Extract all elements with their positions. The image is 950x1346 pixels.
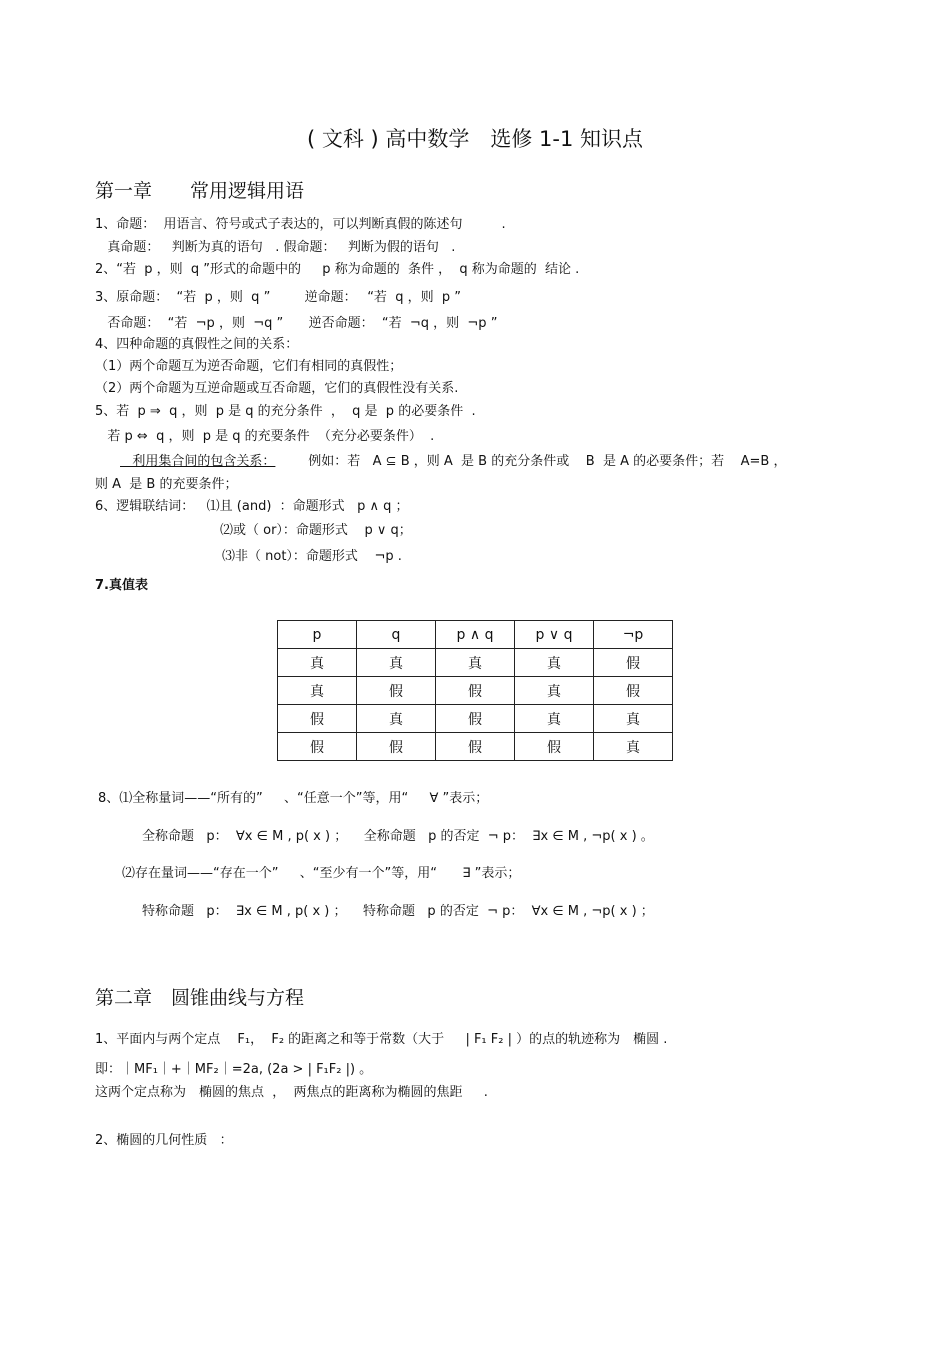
table-header-cell: p ∨ q (515, 621, 594, 649)
table-cell: 真 (515, 677, 594, 705)
table-cell: 假 (436, 705, 515, 733)
table-header-cell: p ∧ q (436, 621, 515, 649)
definition-proposition: 1、命题： 用语言、符号或式子表达的，可以判断真假的陈述句 . (95, 217, 506, 232)
set-inclusion-example: 例如：若 A ⊆ B ，则 A 是 B 的充分条件或 B 是 A 的必要条件；若 A=B ， (300, 454, 787, 469)
table-header-row (278, 621, 673, 649)
table-cell: 假 (278, 705, 357, 733)
truth-table (277, 620, 673, 761)
set-inclusion-continued: 则 A 是 B 的充要条件； (95, 477, 238, 492)
sufficient-necessary: 5、若 p ⇒ q ，则 p 是 q 的充分条件 ， q 是 p 的必要条件 . (95, 404, 476, 419)
table-row (278, 677, 673, 705)
relation-item-2: （2）两个命题为互逆命题或互否命题，它们的真假性没有关系. (95, 381, 459, 396)
ellipse-properties: 2、椭圆的几何性质 ： (95, 1133, 233, 1148)
existential-quantifier: ⑵存在量词——“存在一个” 、“至少有一个”等，用“ ∃ ”表示； (122, 866, 521, 881)
table-cell: 假 (515, 733, 594, 761)
truth-table-label: 7.真值表 (95, 578, 148, 593)
table-row (278, 649, 673, 677)
set-inclusion-label: 利用集合间的包含关系： (120, 454, 276, 469)
table-row (278, 705, 673, 733)
ellipse-equation: 即：｜MF₁｜+｜MF₂｜=2a, (2a > | F₁F₂ |) 。 (95, 1062, 373, 1077)
table-cell: 假 (436, 733, 515, 761)
table-cell: 假 (278, 733, 357, 761)
universal-quantifier: 8、⑴全称量词——“所有的” 、“任意一个”等，用“ ∀ ”表示； (98, 791, 489, 806)
table-cell: 真 (278, 677, 357, 705)
table-cell: 真 (594, 705, 673, 733)
table-header-cell: q (357, 621, 436, 649)
logic-and: 6、逻辑联结词： ⑴且 (and) ：命题形式 p ∧ q ； (95, 499, 409, 514)
table-cell: 假 (357, 677, 436, 705)
condition-conclusion: 2、“若 p ，则 q ”形式的命题中的 p 称为命题的 条件 ， q 称为命题的 结论 . (95, 262, 580, 277)
logic-not: ⑶非（ not）：命题形式 ¬p . (222, 549, 402, 564)
definition-true-false: 真命题： 判断为真的语句 . 假命题： 判断为假的语句 . (95, 240, 456, 255)
inverse-contrapositive: 否命题： “若 ¬p ，则 ¬q ” 逆否命题： “若 ¬q ，则 ¬p ” (95, 316, 498, 331)
existential-proposition: 特称命题 p： ∃x ∈ M , p( x ) ； 特称命题 p 的否定 ¬ p： ∀x ∈ M , ¬p( x ) ； (142, 904, 654, 919)
four-propositions-relation: 4、四种命题的真假性之间的关系： (95, 337, 299, 352)
table-header-cell: p (278, 621, 357, 649)
universal-proposition: 全称命题 p： ∀x ∈ M , p( x ) ； 全称命题 p 的否定 ¬ p： ∃x ∈ M , ¬p( x ) 。 (142, 829, 654, 844)
table-cell: 真 (594, 733, 673, 761)
table-header-cell: ¬p (594, 621, 673, 649)
table-cell: 假 (594, 677, 673, 705)
chapter-1-heading: 第一章 常用逻辑用语 (95, 180, 305, 202)
necessary-sufficient: 若 p ⇔ q ，则 p 是 q 的充要条件 （充分必要条件） . (95, 429, 435, 444)
ellipse-foci: 这两个定点称为 椭圆的焦点 ， 两焦点的距离称为椭圆的焦距 . (95, 1085, 488, 1100)
table-cell: 真 (357, 705, 436, 733)
logic-or: ⑵或（ or）：命题形式 p ∨ q； (220, 523, 412, 538)
table-cell: 真 (436, 649, 515, 677)
table-row (278, 733, 673, 761)
chapter-2-heading: 第二章 圆锥曲线与方程 (95, 987, 305, 1009)
ellipse-definition: 1、平面内与两个定点 F₁， F₂ 的距离之和等于常数（大于 | F₁ F₂ | ）的点的轨迹称为 椭圆 . (95, 1032, 668, 1047)
table-cell: 真 (278, 649, 357, 677)
page-title: ( 文科 ) 高中数学 选修 1-1 知识点 (306, 127, 644, 151)
table-cell: 假 (357, 733, 436, 761)
table-cell: 真 (357, 649, 436, 677)
table-cell: 真 (515, 705, 594, 733)
table-cell: 假 (436, 677, 515, 705)
original-converse: 3、原命题： “若 p ，则 q ” 逆命题： “若 q ，则 p ” (95, 290, 461, 305)
relation-item-1: （1）两个命题互为逆否命题，它们有相同的真假性； (95, 359, 403, 374)
table-cell: 假 (594, 649, 673, 677)
table-cell: 真 (515, 649, 594, 677)
